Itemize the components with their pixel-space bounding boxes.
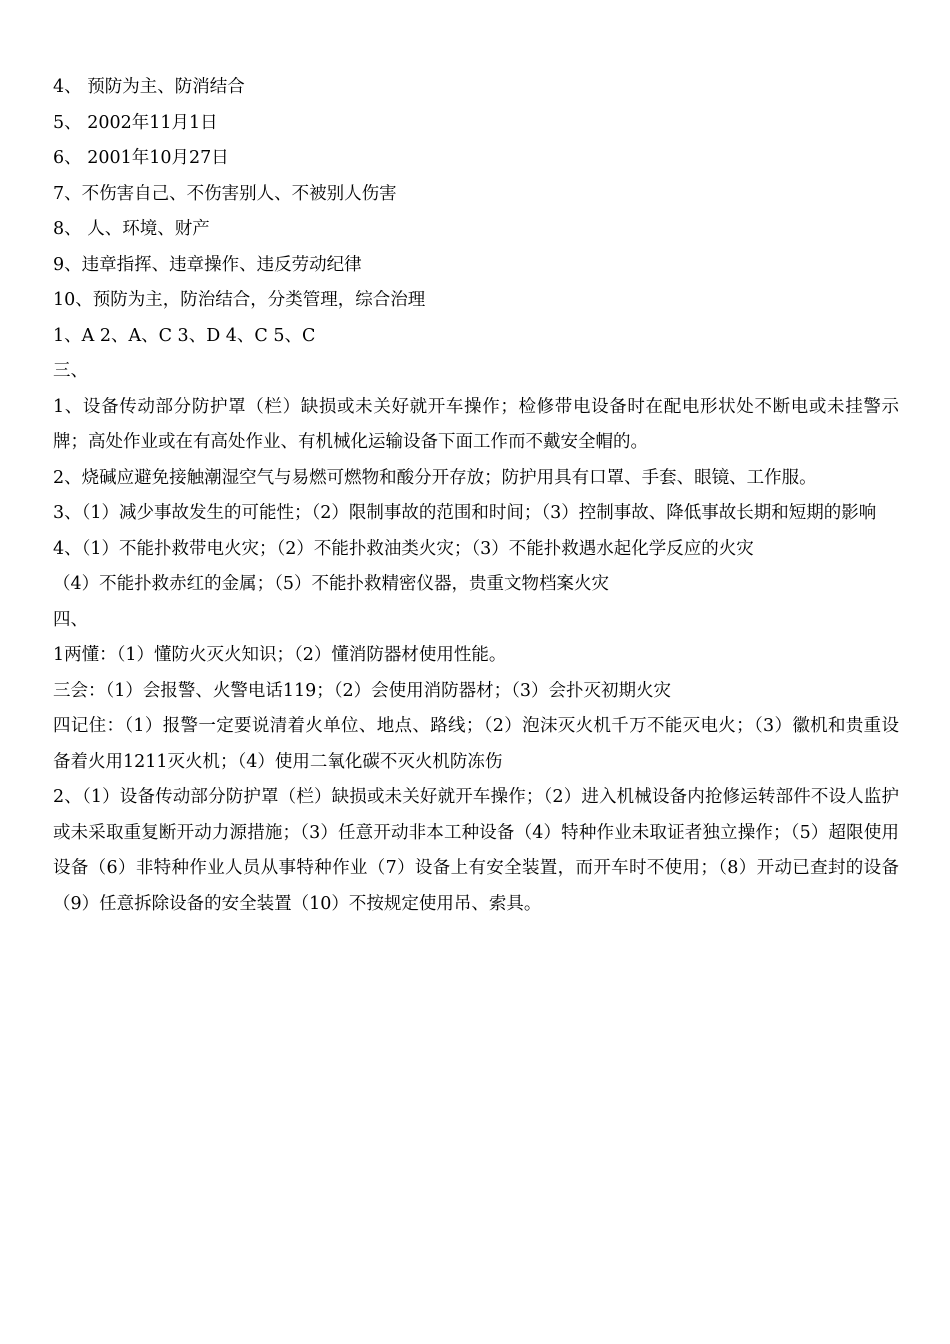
section3-item3: 3、（1）减少事故发生的可能性；（2）限制事故的范围和时间；（3）控制事故、降低事故长期和短期的影响 [53,503,877,523]
section3-item2: 2、烧碱应避免接触潮湿空气与易燃可燃物和酸分开存放；防护用具有口罩、手套、眼镜、工作服。 [53,467,817,488]
answer-line-10: 10、预防为主，防治结合，分类管理，综合治理 [53,290,426,310]
section4-two-understand: 1两懂：（1）懂防火灭火知识；（2）懂消防器材使用性能。 [53,645,507,665]
section3-item4-line2: （4）不能扑救赤红的金属；（5）不能扑救精密仪器，贵重文物档案火灾 [53,574,610,594]
section-heading-4: 四、 [53,609,88,630]
section4-three-can: 三会：（1）会报警、火警电话119；（2）会使用消防器材；（3）会扑灭初期火灾 [53,680,672,701]
section4-four-remember: 四记住：（1）报警一定要说清着火单位、地点、路线；（2）泡沫灭火机千万不能灭电火；（3）徽机和贵重设备着火用1211灭火机；（4）使用二氧化碳不灭火机防冻伤 [53,716,899,772]
section3-item1: 1、设备传动部分防护罩（栏）缺损或未关好就开车操作；检修带电设备时在配电形状处不断电或未挂警示牌；高处作业或在有高处作业、有机械化运输设备下面工作而不戴安全帽的。 [53,396,899,452]
answer-line-9: 9、违章指挥、违章操作、违反劳动纪律 [53,254,362,275]
choice-answers: 1、A 2、A、C 3、D 4、C 5、C [53,325,316,346]
answer-line-8: 8、 人、环境、财产 [53,219,210,239]
answer-line-6: 6、 2001年10月27日 [53,148,229,168]
answer-line-4: 4、 预防为主、防消结合 [53,77,245,97]
answer-line-5: 5、 2002年11月1日 [53,112,218,133]
section4-item2: 2、（1）设备传动部分防护罩（栏）缺损或未关好就开车操作；（2）进入机械设备内抢修运转部件不设人监护或未采取重复断开动力源措施；（3）任意开动非本工种设备（4）特种作业未取证者独立操作；（5）超限使用设备（6）非特种作业人员从事特种作业（7）设备上有安全装置，而开车时不使用；（8）开动已查封的设备（9）任意拆除设备的安全装置（10）不按规定使用吊、索具。 [53,787,899,914]
document-body [53,70,899,922]
answer-line-7: 7、不伤害自己、不伤害别人、不被别人伤害 [53,183,397,204]
section-heading-3: 三、 [53,361,88,381]
section3-item4-line1: 4、（1）不能扑救带电火灾；（2）不能扑救油类火灾；（3）不能扑救遇水起化学反应的火灾 [53,538,754,559]
